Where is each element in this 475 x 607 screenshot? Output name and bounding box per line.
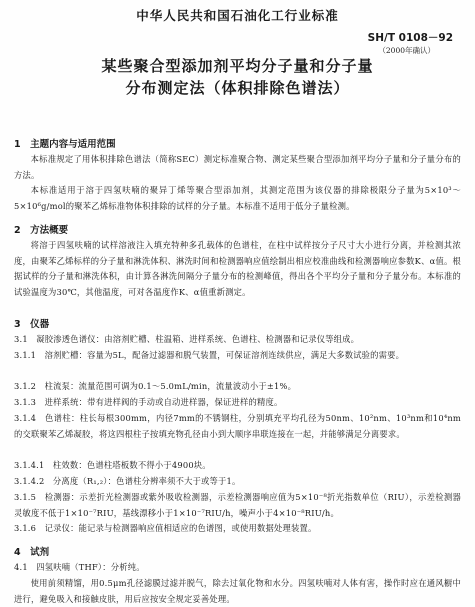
clause-3-1: 3.1 凝胶渗透色谱仪：由溶剂贮槽、柱温箱、进样系统、色谱柱、检测器和记录仪等组成。	[14, 334, 360, 344]
document-title-line1: 某些聚合型添加剂平均分子量和分子量	[101, 57, 374, 75]
section-heading-2: 2 方法概要	[14, 225, 69, 236]
clause-4-1: 4.1 四氢呋喃（THF）：分析纯。	[14, 562, 145, 572]
standard-header: 中华人民共和国石油化工行业标准	[136, 8, 339, 23]
section-heading-3: 3 仪器	[14, 319, 50, 330]
document-title-line2: 分布测定法（体积排除色谱法）	[125, 79, 350, 97]
clause-3-1-4-1: 3.1.4.1 柱效数：色谱柱塔板数不得小于4900块。	[14, 460, 211, 470]
clause-3-1-6: 3.1.6 记录仪：能记录与检测器响应值相适应的色谱图，或使用数据处理装置。	[14, 523, 317, 533]
section-heading-1: 1 主题内容与适用范围	[14, 139, 116, 150]
year-note: （2000年确认）	[378, 46, 435, 55]
section-heading-4: 4 试剂	[14, 547, 50, 558]
standard-number: SH/T 0108－92	[367, 32, 453, 44]
section-2-paragraph: 将溶于四氢呋喃的试样溶液注入填充特种多孔载体的色谱柱，在柱中试样按分子尺寸大小进行分离，并检测其浓度，由聚苯乙烯标样的分子量和淋洗体积、淋洗时间和检测器响应值绘制出相应校准曲线和检测器响应参数K、α值。根据试样的分子量和淋洗体积，由计算各淋洗间隔分子量分布的检测峰值，得出各个平均分子量和分子量分布。本标准的试验温度为30℃，其他温度，可对各温度作K、α值重新测定。	[14, 240, 461, 297]
section-1-paragraph-2: 本标准适用于溶于四氢呋喃的聚异丁烯等聚合型添加剂，其测定范围为该仪器的排除极限分子量为5×10³～5×10⁶g/mol的聚苯乙烯标准物体积排除的试样的分子量。本标准不适用于低分子量检测。	[14, 185, 461, 211]
clause-3-1-4-2: 3.1.4.2 分离度（R₁,₂）：色谱柱分辨率须不大于或等于1。	[14, 476, 241, 486]
clause-3-1-2: 3.1.2 柱流泵：流量范围可调为0.1～5.0mL/min，流量波动小于±1%。	[14, 381, 297, 391]
clause-3-1-1: 3.1.1 溶剂贮槽：容量为5L，配备过滤器和脱气装置，可保证溶剂连续供应，满足大多数试验的需要。	[14, 350, 405, 360]
section-1-paragraph-1: 本标准规定了用体积排除色谱法（简称SEC）测定标准聚合物、测定某些聚合型添加剂平均分子量和分子量分布的方法。	[14, 154, 461, 180]
clause-3-1-5: 3.1.5 检测器：示差折光检测器或紫外吸收检测器，示差检测器响应值为5×10⁻⁸折光指数单位（RIU），示差检测器灵敏度不低于1×10⁻⁷RIU，基线漂移小于1×10⁻⁷RIU/h，噪声小于4×10⁻⁸RIU/h。	[14, 492, 461, 518]
clause-4-1-note: 使用前须精馏，用0.5μm孔径滤膜过滤并脱气，除去过氧化物和水分。四氢呋喃对人体有害，操作时应在通风橱中进行，避免吸入和接触皮肤，用后应按安全规定妥善处理。	[14, 578, 461, 604]
clause-3-1-4: 3.1.4 色谱柱：柱长每根300mm，内径7mm的不锈钢柱，分别填充平均孔径为50nm、10²nm、10³nm和10⁴nm的交联聚苯乙烯凝胶，将这四根柱子按填充物孔径由小到大顺序串联连接在一起，并能够满足分离要求。	[14, 413, 461, 439]
clause-3-1-3: 3.1.3 进样系统：带有进样阀的手动或自动进样器，保证进样的精度。	[14, 397, 283, 407]
